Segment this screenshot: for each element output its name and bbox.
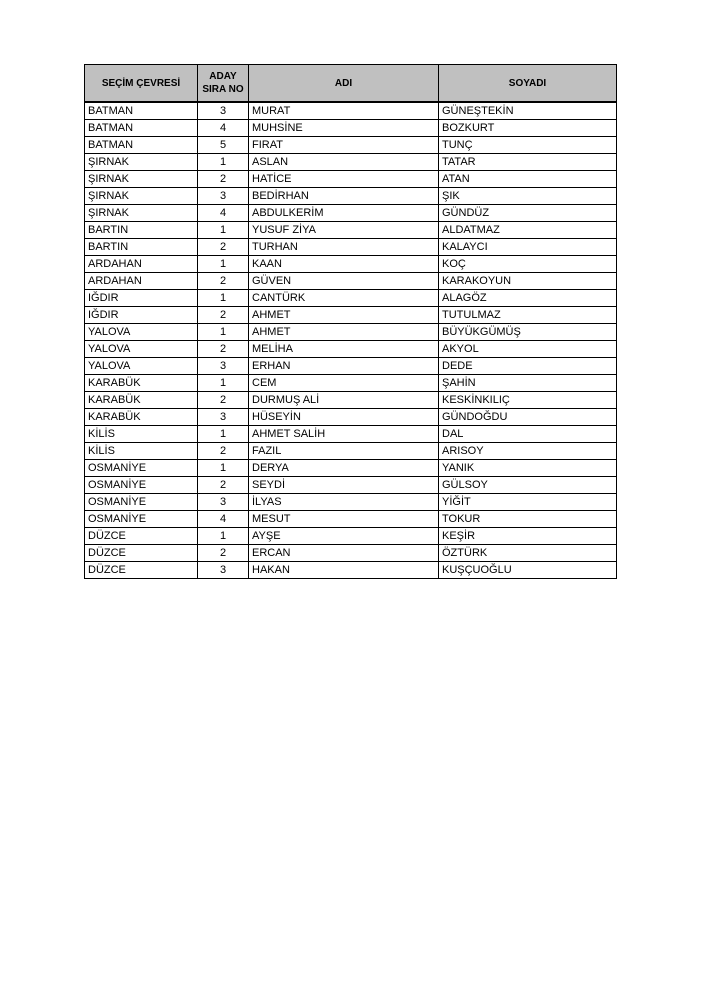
cell-surname: ŞIK [439, 188, 617, 205]
cell-district: BATMAN [85, 102, 198, 120]
table-row [85, 137, 617, 154]
cell-district: ARDAHAN [85, 273, 198, 290]
cell-name: YUSUF ZİYA [249, 222, 439, 239]
cell-order: 3 [198, 188, 249, 205]
cell-district: YALOVA [85, 358, 198, 375]
table-row [85, 409, 617, 426]
cell-order: 2 [198, 273, 249, 290]
cell-order: 2 [198, 307, 249, 324]
cell-name: ERCAN [249, 545, 439, 562]
cell-district: ŞIRNAK [85, 188, 198, 205]
cell-order: 1 [198, 528, 249, 545]
cell-surname: DEDE [439, 358, 617, 375]
cell-name: MELİHA [249, 341, 439, 358]
cell-district: KARABÜK [85, 392, 198, 409]
cell-order: 1 [198, 154, 249, 171]
cell-surname: ALDATMAZ [439, 222, 617, 239]
cell-district: YALOVA [85, 341, 198, 358]
cell-order: 5 [198, 137, 249, 154]
cell-surname: GÜLSOY [439, 477, 617, 494]
cell-order: 3 [198, 102, 249, 120]
cell-name: HAKAN [249, 562, 439, 579]
header-name: ADI [249, 65, 439, 103]
cell-surname: YİĞİT [439, 494, 617, 511]
cell-surname: GÜNDOĞDU [439, 409, 617, 426]
table-row [85, 171, 617, 188]
table-row [85, 494, 617, 511]
cell-order: 1 [198, 375, 249, 392]
cell-name: ERHAN [249, 358, 439, 375]
cell-order: 2 [198, 443, 249, 460]
cell-order: 2 [198, 545, 249, 562]
candidate-table [84, 64, 617, 579]
cell-surname: TATAR [439, 154, 617, 171]
cell-name: DERYA [249, 460, 439, 477]
cell-district: BARTIN [85, 222, 198, 239]
cell-order: 4 [198, 120, 249, 137]
cell-surname: KALAYCI [439, 239, 617, 256]
cell-name: DURMUŞ ALİ [249, 392, 439, 409]
table-row [85, 102, 617, 120]
table-row [85, 256, 617, 273]
cell-surname: GÜNEŞTEKİN [439, 102, 617, 120]
table-row [85, 545, 617, 562]
table-row [85, 426, 617, 443]
cell-name: TURHAN [249, 239, 439, 256]
cell-surname: DAL [439, 426, 617, 443]
cell-order: 1 [198, 222, 249, 239]
cell-surname: ŞAHİN [439, 375, 617, 392]
table-row [85, 120, 617, 137]
cell-name: GÜVEN [249, 273, 439, 290]
table-row [85, 443, 617, 460]
table-row [85, 511, 617, 528]
cell-surname: TOKUR [439, 511, 617, 528]
cell-district: BARTIN [85, 239, 198, 256]
cell-district: KİLİS [85, 426, 198, 443]
table-row [85, 307, 617, 324]
cell-surname: ALAGÖZ [439, 290, 617, 307]
header-order [198, 65, 249, 103]
cell-district: KARABÜK [85, 409, 198, 426]
cell-district: ARDAHAN [85, 256, 198, 273]
cell-order: 1 [198, 290, 249, 307]
table-row [85, 375, 617, 392]
cell-name: AHMET [249, 324, 439, 341]
cell-order: 1 [198, 460, 249, 477]
cell-surname: ATAN [439, 171, 617, 188]
table-row [85, 239, 617, 256]
cell-district: ŞIRNAK [85, 171, 198, 188]
candidate-list-sheet [84, 64, 616, 579]
cell-district: OSMANİYE [85, 477, 198, 494]
cell-name: MESUT [249, 511, 439, 528]
cell-surname: AKYOL [439, 341, 617, 358]
cell-district: OSMANİYE [85, 460, 198, 477]
header-order-line1: ADAY [209, 71, 237, 82]
header-surname: SOYADI [439, 65, 617, 103]
cell-surname: ARISOY [439, 443, 617, 460]
cell-district: IĞDIR [85, 290, 198, 307]
table-row [85, 358, 617, 375]
cell-district: DÜZCE [85, 562, 198, 579]
cell-surname: KOÇ [439, 256, 617, 273]
cell-order: 2 [198, 171, 249, 188]
cell-name: FIRAT [249, 137, 439, 154]
cell-surname: TUTULMAZ [439, 307, 617, 324]
cell-district: DÜZCE [85, 528, 198, 545]
cell-surname: KESKİNKILIÇ [439, 392, 617, 409]
cell-name: BEDİRHAN [249, 188, 439, 205]
cell-surname: BÜYÜKGÜMÜŞ [439, 324, 617, 341]
cell-district: BATMAN [85, 120, 198, 137]
table-row [85, 324, 617, 341]
cell-order: 3 [198, 494, 249, 511]
cell-order: 1 [198, 426, 249, 443]
table-row [85, 341, 617, 358]
header-district: SEÇİM ÇEVRESİ [85, 65, 198, 103]
cell-surname: BOZKURT [439, 120, 617, 137]
table-row [85, 477, 617, 494]
cell-name: HATİCE [249, 171, 439, 188]
cell-name: HÜSEYİN [249, 409, 439, 426]
cell-order: 1 [198, 256, 249, 273]
cell-district: DÜZCE [85, 545, 198, 562]
table-row [85, 562, 617, 579]
cell-order: 3 [198, 562, 249, 579]
cell-district: OSMANİYE [85, 494, 198, 511]
table-row [85, 528, 617, 545]
cell-order: 2 [198, 341, 249, 358]
table-row [85, 205, 617, 222]
cell-name: SEYDİ [249, 477, 439, 494]
cell-surname: KEŞİR [439, 528, 617, 545]
cell-district: KARABÜK [85, 375, 198, 392]
cell-order: 4 [198, 511, 249, 528]
cell-district: OSMANİYE [85, 511, 198, 528]
cell-order: 4 [198, 205, 249, 222]
table-row [85, 222, 617, 239]
cell-district: KİLİS [85, 443, 198, 460]
cell-name: CEM [249, 375, 439, 392]
cell-name: FAZIL [249, 443, 439, 460]
cell-district: ŞIRNAK [85, 154, 198, 171]
cell-name: MURAT [249, 102, 439, 120]
cell-surname: GÜNDÜZ [439, 205, 617, 222]
cell-surname: TUNÇ [439, 137, 617, 154]
cell-name: AYŞE [249, 528, 439, 545]
table-body [85, 102, 617, 579]
table-row [85, 392, 617, 409]
cell-surname: KUŞÇUOĞLU [439, 562, 617, 579]
cell-surname: ÖZTÜRK [439, 545, 617, 562]
cell-district: BATMAN [85, 137, 198, 154]
cell-name: CANTÜRK [249, 290, 439, 307]
cell-name: İLYAS [249, 494, 439, 511]
cell-district: YALOVA [85, 324, 198, 341]
cell-surname: KARAKOYUN [439, 273, 617, 290]
cell-name: KAAN [249, 256, 439, 273]
cell-surname: YANIK [439, 460, 617, 477]
cell-name: MUHSİNE [249, 120, 439, 137]
cell-order: 1 [198, 324, 249, 341]
cell-order: 2 [198, 239, 249, 256]
cell-name: ABDULKERİM [249, 205, 439, 222]
cell-name: ASLAN [249, 154, 439, 171]
table-row [85, 460, 617, 477]
cell-order: 3 [198, 409, 249, 426]
cell-name: AHMET [249, 307, 439, 324]
cell-order: 2 [198, 477, 249, 494]
cell-name: AHMET SALİH [249, 426, 439, 443]
table-row [85, 154, 617, 171]
table-row [85, 290, 617, 307]
table-row [85, 273, 617, 290]
table-header-row [85, 65, 617, 103]
cell-order: 3 [198, 358, 249, 375]
cell-order: 2 [198, 392, 249, 409]
cell-district: ŞIRNAK [85, 205, 198, 222]
table-row [85, 188, 617, 205]
cell-district: IĞDIR [85, 307, 198, 324]
header-order-line2: SIRA NO [202, 84, 244, 95]
